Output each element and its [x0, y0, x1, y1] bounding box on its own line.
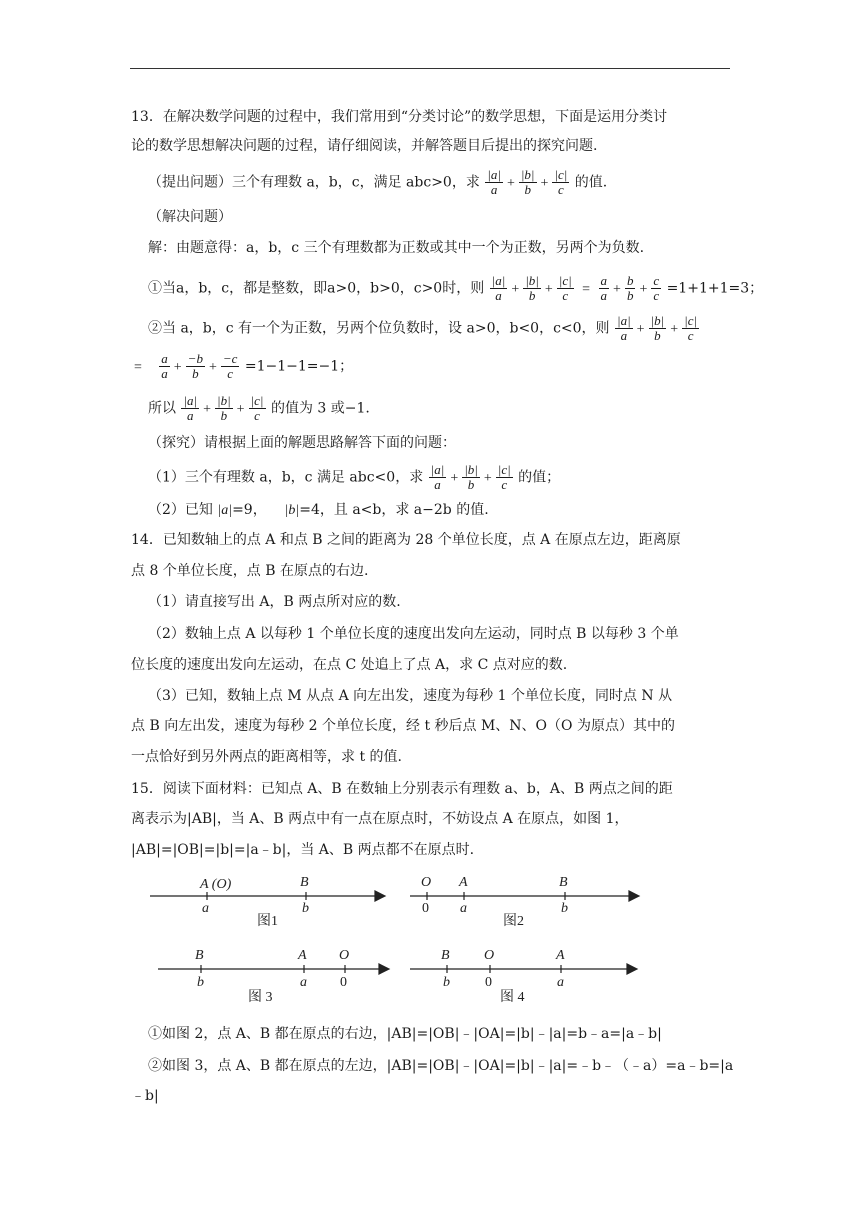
q14-part3-line3: 一点恰好到另外两点的距离相等，求 t 的值. [131, 749, 402, 765]
fig2-label-b: b [561, 901, 568, 916]
q14-line1: 14．已知数轴上的点 A 和点 B 之间的距离为 28 个单位长度，点 A 在原点左边，距离原 [131, 532, 681, 548]
q13-line1: 13．在解决数学问题的过程中，我们常用到“分类讨论”的数学思想，下面是运用分类讨 [131, 109, 668, 125]
fig2-label-0: 0 [422, 901, 429, 916]
fig1-label-A: A (O) [200, 877, 232, 892]
fig1-caption: 图1 [257, 914, 278, 929]
fig1-label-a: a [202, 901, 209, 916]
q13-ask: （提出问题）三个有理数 a，b，c，满足 abc>0，求 $\frac{|a|}{a}$ + $\frac{|b|}{b}$ + $\frac{|c|}{c}$ 的值. [148, 167, 608, 197]
q13-line2: 论的数学思想解决问题的过程，请仔细阅读，并解答题目后提出的探究问题. [131, 138, 598, 154]
q13-solve-title: （解决问题） [148, 209, 232, 225]
q14-part3-line2: 点 B 向左出发，速度为每秒 2 个单位长度，经 t 秒后点 M、N、O（O 为原点）其中的 [131, 718, 675, 734]
q15-line3: |AB|=|OB|=|b|=|a﹣b|，当 A、B 两点都不在原点时. [131, 842, 475, 858]
fig4-label-a: a [557, 975, 564, 990]
frac-abs-c-over-c: $\frac{|c|}{c}$ [554, 167, 568, 197]
q13-solution-intro: 解：由题意得：a，b，c 三个有理数都为正数或其中一个为正数，另两个为负数. [148, 240, 645, 256]
fig2-label-O: O [421, 875, 432, 890]
fig2-arrow [629, 891, 639, 901]
fig1-label-b: b [302, 901, 309, 916]
fig4-label-B: B [441, 948, 450, 963]
fig4-label-A: A [556, 948, 565, 963]
fig1-arrow [375, 891, 385, 901]
fig4-label-b: b [443, 975, 450, 990]
fig3-label-O: O [339, 948, 350, 963]
frac-abs-b-over-b: $\frac{|b|}{b}$ [520, 167, 535, 197]
fig3-label-A: A [298, 948, 307, 963]
q13-ask-text: （提出问题）三个有理数 a，b，c，满足 abc>0，求 [148, 174, 480, 191]
fig3-label-b: b [197, 975, 204, 990]
fig3-caption: 图 3 [248, 990, 273, 1005]
q13-explore-1: （1）三个有理数 a，b，c 满足 abc<0，求 $\frac{|a|}{a}$ + $\frac{|b|}{b}$ + $\frac{|c|}{c}$ 的值； [148, 462, 561, 492]
figure-2 [410, 875, 639, 929]
fig2-label-B: B [559, 875, 568, 890]
q13-case2: ②当 a，b，c 有一个为正数，另两个位负数时，设 a>0，b<0，c<0，则 $\frac{|a|}{a}$ + $\frac{|b|}{b}$ + $\frac{|c|}{c}$ [148, 313, 698, 343]
fig4-caption: 图 4 [500, 990, 525, 1005]
q13-case2-result: = $\frac{a}{a}$ + $\frac{-b}{b}$ + $\frac{-c}{c}$ =1−1−1=−1； [134, 351, 354, 381]
q15-case1: ①如图 2，点 A、B 都在原点的右边，|AB|=|OB|﹣|OA|=|b|﹣|a|=b﹣a=|a﹣b| [148, 1026, 662, 1042]
q14-part2-line1: （2）数轴上点 A 以每秒 1 个单位长度的速度出发向左运动，同时点 B 以每秒 3 个单 [148, 626, 679, 642]
q15-line1: 15．阅读下面材料：已知点 A、B 在数轴上分别表示有理数 a、b，A、B 两点之间的距 [131, 781, 673, 797]
figure-1 [150, 875, 385, 929]
q14-part2-line2: 位长度的速度出发向左运动，在点 C 处追上了点 A，求 C 点对应的数. [131, 657, 568, 673]
frac-abs-a-over-a: $\frac{|a|}{a}$ [487, 167, 501, 197]
q13-case1: ①当a，b，c，都是整数，即a>0，b>0，c>0时，则 $\frac{|a|}{a}$ + $\frac{|b|}{b}$ + $\frac{|c|}{c}$ = $\frac{a}{a}$ + $\frac{b}{b}$ + $\frac{c}{c}$ =1+1+1=3； [148, 273, 764, 303]
q13-conclusion: 所以 $\frac{|a|}{a}$ + $\frac{|b|}{b}$ + $\frac{|c|}{c}$ 的值为 3 或−1. [148, 393, 370, 423]
q14-part1: （1）请直接写出 A，B 两点所对应的数. [148, 594, 401, 610]
q13-explore: （探究）请根据上面的解题思路解答下面的问题： [148, 435, 456, 451]
fig2-label-A: A [459, 875, 468, 890]
fig1-label-B: B [300, 875, 309, 890]
fig3-label-a: a [300, 975, 307, 990]
fig2-caption: 图2 [503, 914, 524, 929]
figure-4 [410, 948, 637, 1005]
fig3-label-0: 0 [340, 975, 347, 990]
q13-explore-2: （2）已知 |a|=9， |b|=4，且 a<b，求 a−2b 的值. [148, 502, 489, 518]
fig4-label-0: 0 [485, 975, 492, 990]
fig3-arrow [379, 964, 389, 974]
q14-part3-line1: （3）已知，数轴上点 M 从点 A 向左出发，速度为每秒 1 个单位长度，同时点 N 从 [148, 688, 673, 704]
q15-case2-line2: ﹣b| [131, 1088, 159, 1104]
fig2-label-a: a [460, 901, 467, 916]
fig3-label-B: B [195, 948, 204, 963]
fig4-label-O: O [484, 948, 495, 963]
fig4-arrow [627, 964, 637, 974]
q15-line2: 离表示为|AB|，当 A、B 两点中有一点在原点时，不妨设点 A 在原点，如图 1， [131, 811, 629, 827]
q14-line2: 点 8 个单位长度，点 B 在原点的右边. [131, 563, 369, 579]
q15-case2-line1: ②如图 3，点 A、B 都在原点的左边，|AB|=|OB|﹣|OA|=|b|﹣|a|=﹣b﹣（﹣a）=a﹣b=|a [148, 1058, 734, 1074]
figure-3 [158, 948, 389, 1005]
